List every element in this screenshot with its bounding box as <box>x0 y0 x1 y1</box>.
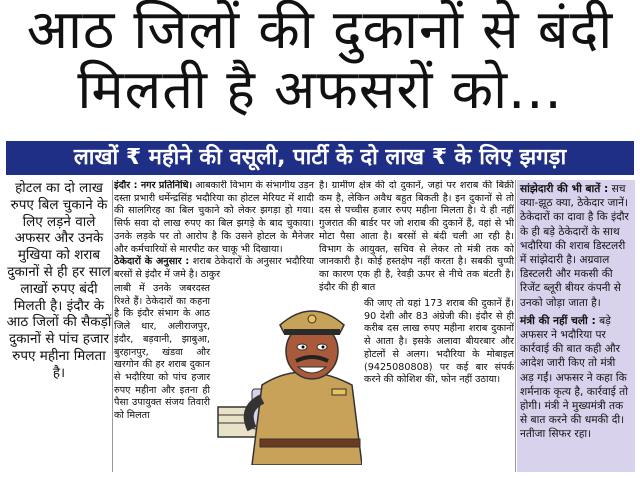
article-column-1c <box>114 283 210 423</box>
article-column-2b <box>364 298 514 387</box>
column-divider <box>515 180 516 472</box>
left-summary-text: होटल का दो लाख रुपए बिल चुकाने के लिए लड़ने वाले अफसर और उनके मुखिया को शराब दुकानों से ही हर साल लाखों रुपए बंदी मिलती है। इंदौर के आठ जिलों की सैकड़ों दुकानों से पांच हजार रुपए महीना मिलता है। <box>6 180 112 381</box>
sidebar-text-minister: बड़े अफसर ने भदौरिया पर कार्रवाई की बात कही और आदेश जारी किए तो मंत्री अड़ गईं। अफसर ने कहा कि शर्मनाक कृत्य है, कार्रवाई तो होगी। मंत्री ने मुख्यमंत्री तक से बात करने की धमकी दी। नतीजा सिफर रहा। <box>520 314 628 441</box>
article-paragraph-1: आबकारी विभाग के संभागीय उड़न दस्ता प्रभारी धर्मेन्द्रसिंह भदौरिया का होटल मेरियट में शादी की सालगिरह का बिल चुकाने को लेकर झगड़ा हो गया। सिर्फ सवा दो लाख रुपए का बिल झगड़े के बाद चुकाया। उनके लड़के पर तो आरोप है कि उसने होटल के मैनेजर और कर्मचारियों से मारपीट कर चाकू भी दिखाया। <box>114 180 314 255</box>
column-divider <box>112 180 113 472</box>
article-paragraph-2b: लाबी में उनके जबरदस्त रिश्ते हैं। ठेकेदारों का कहना है कि इंदौर संभाग के आठ जिले धार, अलीराजपुर, इंदौर, बड़वानी, झाबुआ, बुरहानपुर, खंडवा और खरगोन की हर शराब दुकान से भदौरिया को पांच हजार रुपए महीना और इतना ही पैसा उपायुक्त संजय तिवारी को मिलता <box>114 283 210 422</box>
contractors-subhead: ठेकेदारों के अनुसार : <box>114 256 190 267</box>
headline <box>0 0 640 134</box>
article-paragraph-3: है। ग्रामीण क्षेत्र की दो दुकानें, जहां पर शराब की बिक्री कम है, लेकिन अवैध बहुत बिकती है। इन दुकानों से तो दस से पच्चीस हजार रुपए महीना मिलता है। ये ही नहीं गुजरात की बार्डर पर जो शराब की दुकानें हैं, वहां से भी मोटा पैसा आता है। बरसों से बंदी चली आ रही है। विभाग के आयुक्त, सचिव से लेकर तो मंत्री तक को जानकारी है। कोई हस्तक्षेप नहीं करता है। सबकी चुप्पी का कारण एक ही है, रेवड़ी ऊपर से नीचे तक बंटती है। इंदौर की ही बात <box>319 180 514 293</box>
article-column-1 <box>114 180 314 256</box>
article-column-2 <box>319 180 514 294</box>
sidebar-heading-partnership: सांझेदारी की भी बातें : <box>520 183 609 195</box>
right-sidebar <box>517 180 635 472</box>
article-column-1b <box>114 256 314 281</box>
article-paragraph-4: की जाए तो यहां 173 शराब की दुकानें हैं। 90 देशी और 83 अंग्रेजी की। इंदौर से ही करीब दस लाख रुपए महीना शराब दुकानों से आता है। इसके अलावा बीयरबार और होटलों से अलग। भदौरिया के मोबाइल (9425080808) पर कई बार संपर्क करने की कोशिश की, फोन नहीं उठाया। <box>364 298 514 386</box>
left-summary-column <box>6 180 112 470</box>
police-officer-cartoon <box>212 289 362 465</box>
headline-line-2: मिलती है अफसरों को... <box>77 58 563 121</box>
sidebar-text-partnership: सच क्या-झूठ क्या, ठेकेदार जानें। ठेकेदारों का दावा है कि इंदौर के ही बड़े ठेकेदारों के साथ भदौरिया की शराब डिस्टलरी में सांझेदारी है। अग्रवाल डिस्टलरी और मकसी की रिजेंट ब्लूरी बीयर कंपनी से उनको जोड़ा जाता है। <box>520 183 629 309</box>
article-paragraph-2a: शराब ठेकेदारों के अनुसार भदौरिया बरसों से इंदौर में जमे है। ठाकुर <box>114 256 314 280</box>
uniform <box>252 372 362 465</box>
headline-line-1: आठ जिलों की दुकानों से बंदी <box>26 0 614 61</box>
dateline: इंदौर : नगर प्रतिनिधि। <box>114 180 193 191</box>
subheadline-band: लाखों ₹ महीने की वसूली, पार्टी के दो लाख ₹ के लिए झगड़ा <box>6 141 634 175</box>
sidebar-heading-minister: मंत्री की नहीं चली : <box>520 314 596 327</box>
